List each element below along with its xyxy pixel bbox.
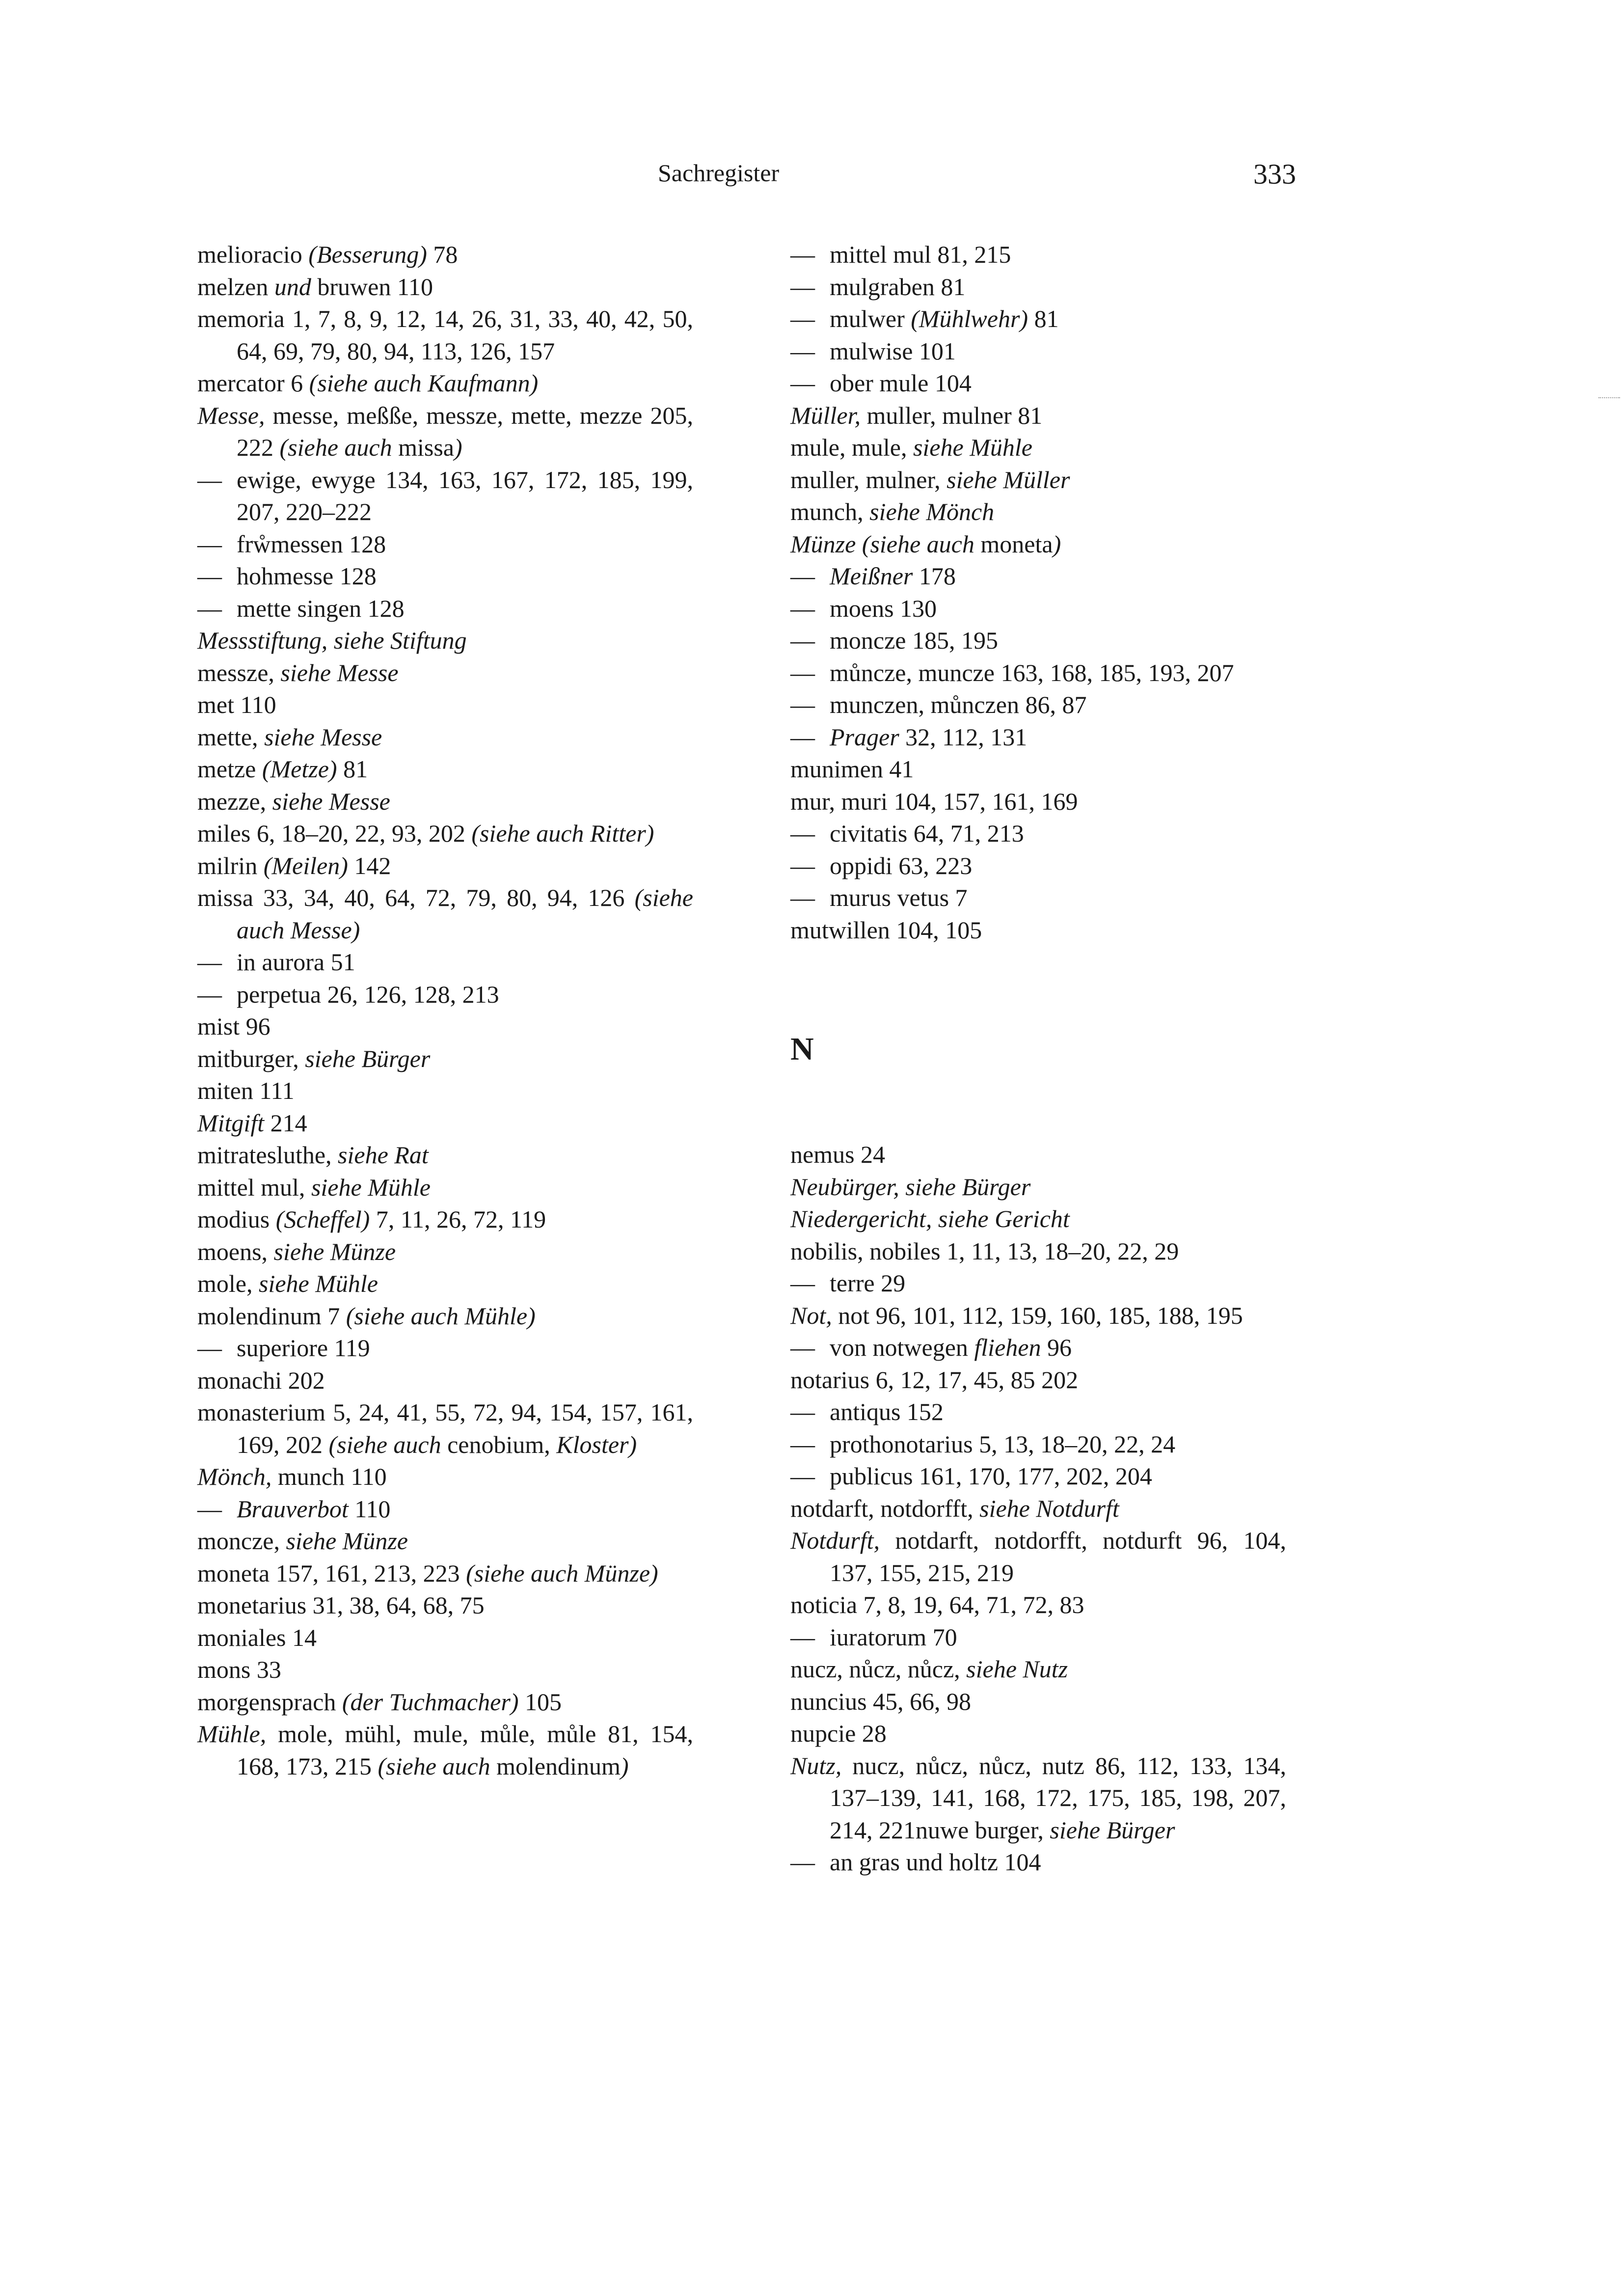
entry-text: mule, mule, — [790, 434, 913, 461]
index-subentry — [197, 528, 693, 561]
index-subentry — [790, 593, 1286, 625]
entry-text-italic: siehe Notdurft — [979, 1494, 1119, 1522]
subentry-dash: — — [197, 465, 222, 493]
entry-text-italic: siehe Nutz — [966, 1655, 1068, 1683]
entry-text-italic: (siehe auch Ritter) — [471, 820, 654, 847]
entry-text-italic: siehe Messe — [272, 787, 390, 815]
entry-text: cenobium, — [441, 1430, 557, 1458]
index-entry — [197, 1011, 693, 1043]
entry-text: messze, — [197, 658, 281, 686]
index-entry — [197, 657, 693, 689]
index-entry — [197, 689, 693, 721]
subentry-dash: — — [790, 691, 815, 718]
entry-text: 105 — [518, 1688, 562, 1716]
index-subentry — [790, 1428, 1286, 1461]
entry-text: 110 — [348, 1495, 391, 1523]
subentry-dash: — — [790, 851, 815, 879]
entry-text-italic: Mitgift — [197, 1109, 265, 1137]
index-entry — [197, 1396, 693, 1461]
index-entry — [790, 1139, 1286, 1171]
entry-text: mercator 6 — [197, 369, 309, 397]
entry-text-italic: Niedergericht, siehe Gericht — [790, 1205, 1070, 1232]
subentry-dash: — — [790, 627, 815, 654]
index-subentry — [197, 979, 693, 1011]
entry-text: civitatis 64, 71, 213 — [830, 820, 1024, 847]
index-entry — [197, 1622, 693, 1654]
index-entry — [197, 1203, 693, 1236]
entry-text: missa — [392, 434, 454, 461]
index-entry — [790, 1589, 1286, 1621]
entry-text-italic: siehe Bürger — [1050, 1816, 1175, 1844]
running-title: Sachregister — [658, 159, 780, 187]
index-subentry — [790, 335, 1286, 368]
entry-text: von notwegen — [830, 1334, 974, 1361]
entry-text: 178 — [913, 562, 956, 590]
entry-text-italic: (Metze) — [262, 755, 337, 783]
entry-text-italic: Münze (siehe auch — [790, 530, 974, 558]
entry-text-italic: siehe Münze — [273, 1237, 396, 1265]
entry-text-italic: Prager — [830, 723, 899, 751]
index-subentry — [790, 1621, 1286, 1654]
entry-text: mons 33 — [197, 1656, 281, 1683]
index-entry — [790, 1525, 1286, 1589]
entry-text: morgensprach — [197, 1688, 342, 1716]
index-entry — [790, 914, 1286, 947]
entry-text: noticia 7, 8, 19, 64, 71, 72, 83 — [790, 1591, 1084, 1618]
subentry-dash: — — [790, 820, 815, 847]
entry-text: mittel mul 81, 215 — [830, 241, 1011, 268]
subentry-dash: — — [790, 1269, 815, 1297]
entry-text-italic: Müller, — [790, 401, 861, 429]
entry-text: munimen 41 — [790, 755, 914, 783]
entry-text: nupcie 28 — [790, 1720, 887, 1747]
entry-text-italic: Mühle, — [197, 1720, 267, 1748]
index-subentry — [790, 303, 1286, 335]
entry-text-italic: (siehe auch — [279, 434, 392, 461]
index-subentry — [790, 882, 1286, 914]
entry-text: metze — [197, 755, 262, 783]
entry-text: muller, mulner 81 — [861, 401, 1043, 429]
entry-text-italic: siehe Mühle — [311, 1173, 431, 1201]
entry-text: moneta — [974, 530, 1053, 558]
entry-text: mitratesluthe, — [197, 1141, 338, 1169]
entry-text: hohmesse 128 — [237, 562, 377, 590]
subentry-dash: — — [197, 1334, 222, 1362]
entry-text: molendinum — [490, 1752, 621, 1780]
subentry-dash: — — [790, 369, 815, 397]
entry-text: mole, — [197, 1270, 259, 1297]
index-entry — [790, 400, 1286, 432]
entry-text: in aurora 51 — [237, 948, 355, 976]
entry-text: mulwer — [830, 305, 911, 332]
index-subentry — [790, 657, 1286, 689]
entry-text-italic: Notdurft, — [790, 1527, 880, 1554]
index-entry — [197, 753, 693, 786]
entry-text: messe, meßße, messze, mette, mezze 205, 222 — [237, 401, 693, 461]
index-subentry — [790, 625, 1286, 657]
entry-text-italic: Messe, — [197, 401, 265, 429]
entry-text: moens, — [197, 1237, 274, 1265]
subentry-dash: — — [790, 305, 815, 332]
index-column-right — [790, 239, 1286, 1879]
entry-text-italic: Mönch, — [197, 1463, 272, 1490]
index-subentry — [197, 560, 693, 593]
entry-text: moncze, — [197, 1527, 286, 1555]
index-entry — [197, 1075, 693, 1107]
entry-text: melzen — [197, 273, 274, 301]
index-subentry — [197, 946, 693, 979]
subentry-dash: — — [790, 884, 815, 911]
entry-text-italic: (Scheffel) — [275, 1205, 370, 1233]
entry-text: an gras und holtz 104 — [830, 1848, 1041, 1876]
entry-text: antiqus 152 — [830, 1398, 944, 1425]
subentry-dash: — — [790, 594, 815, 622]
index-entry — [197, 1589, 693, 1622]
index-entry — [197, 1525, 693, 1558]
entry-text: prothonotarius 5, 13, 18–20, 22, 24 — [830, 1430, 1176, 1458]
entry-text-italic: siehe Müller — [947, 465, 1070, 493]
entry-text: 7, 11, 26, 72, 119 — [370, 1205, 546, 1233]
index-entry — [790, 528, 1286, 561]
index-entry — [197, 1300, 693, 1333]
entry-text-italic: Brauverbot — [237, 1495, 349, 1523]
index-subentry — [790, 239, 1286, 271]
entry-text-italic: siehe Mühle — [913, 434, 1032, 461]
subentry-dash: — — [790, 1462, 815, 1490]
entry-text: moens 130 — [830, 594, 937, 622]
entry-text: oppidi 63, 223 — [830, 851, 973, 879]
index-entry — [197, 1558, 693, 1590]
entry-text: munch, — [790, 498, 870, 525]
entry-text: miles 6, 18–20, 22, 93, 202 — [197, 820, 472, 847]
entry-text-italic: Kloster) — [556, 1430, 637, 1458]
index-subentry — [197, 464, 693, 528]
entry-text-italic: (siehe auch Münze) — [466, 1559, 658, 1587]
subentry-dash: — — [790, 658, 815, 686]
entry-text: nuncius 45, 66, 98 — [790, 1687, 972, 1715]
entry-text: 78 — [427, 241, 458, 268]
index-entry — [197, 1268, 693, 1300]
entry-text-italic: Messstiftung, siehe Stiftung — [197, 627, 467, 654]
index-entry — [197, 721, 693, 754]
section-letter: N — [790, 1031, 814, 1067]
index-entry — [197, 1365, 693, 1397]
index-subentry — [790, 689, 1286, 721]
subentry-dash: — — [790, 562, 815, 590]
entry-text: murus vetus 7 — [830, 884, 968, 911]
index-entry — [790, 1718, 1286, 1750]
index-entry — [197, 1172, 693, 1204]
entry-text: missa 33, 34, 40, 64, 72, 79, 80, 94, 126 — [197, 884, 635, 911]
entry-text-italic: Neubürger, siehe Bürger — [790, 1173, 1031, 1201]
index-entry — [197, 1043, 693, 1075]
entry-text: miten 111 — [197, 1077, 295, 1104]
entry-text-italic: ) — [620, 1752, 629, 1780]
entry-text: iuratorum 70 — [830, 1623, 957, 1651]
entry-text: 81 — [1028, 305, 1059, 332]
entry-text: terre 29 — [830, 1269, 906, 1297]
entry-text: mutwillen 104, 105 — [790, 916, 982, 944]
entry-text: 96 — [1041, 1334, 1072, 1361]
index-subentry — [197, 1332, 693, 1365]
index-entry — [197, 367, 693, 400]
index-entry — [790, 464, 1286, 496]
index-subentry — [197, 593, 693, 625]
entry-text: not 96, 101, 112, 159, 160, 185, 188, 195 — [832, 1301, 1243, 1329]
index-entry — [790, 1300, 1286, 1332]
index-entry — [197, 818, 693, 850]
entry-text: monachi 202 — [197, 1366, 325, 1394]
index-entry — [197, 303, 693, 367]
entry-text-italic: siehe Mühle — [258, 1270, 378, 1297]
entry-text: nucz, nůcz, nůcz, nutz 86, 112, 133, 134, 137–139, 141, 168, 172, 175, 185, 198, 207, 214, 221nuwe burger, — [830, 1751, 1286, 1844]
entry-text: nobilis, nobiles 1, 11, 13, 18–20, 22, 29 — [790, 1237, 1179, 1265]
index-entry — [197, 239, 693, 271]
index-subentry — [790, 1460, 1286, 1493]
index-entry — [790, 1235, 1286, 1268]
entry-text-italic: (siehe auch Messe) — [237, 884, 693, 944]
subentry-dash: — — [197, 594, 222, 622]
entry-text: nemus 24 — [790, 1141, 886, 1168]
entry-text: mulwise 101 — [830, 337, 956, 365]
entry-text-italic: (siehe auch — [328, 1430, 441, 1458]
subentry-dash: — — [790, 723, 815, 751]
index-entry — [790, 1493, 1286, 1525]
index-entry — [790, 432, 1286, 464]
subentry-dash: — — [790, 337, 815, 365]
index-entry — [197, 1686, 693, 1719]
entry-text: moneta 157, 161, 213, 223 — [197, 1559, 466, 1587]
entry-text-italic: fliehen — [974, 1334, 1041, 1361]
subentry-dash: — — [790, 241, 815, 268]
entry-text: mulgraben 81 — [830, 273, 966, 301]
entry-text-italic: (siehe auch Mühle) — [346, 1302, 536, 1330]
entry-text: moniales 14 — [197, 1623, 317, 1651]
index-subentry — [790, 1396, 1286, 1428]
entry-text: ober mule 104 — [830, 369, 972, 397]
index-entry — [790, 786, 1286, 818]
index-subentry — [790, 721, 1286, 754]
index-entry — [197, 1654, 693, 1686]
subentry-dash: — — [197, 980, 222, 1008]
index-column-left — [197, 239, 693, 1782]
entry-text-italic: (siehe auch — [378, 1752, 490, 1780]
entry-text: mur, muri 104, 157, 161, 169 — [790, 787, 1078, 815]
entry-text: mette singen 128 — [237, 594, 405, 622]
index-entry — [790, 1653, 1286, 1686]
entry-text: 32, 112, 131 — [899, 723, 1028, 751]
subentry-dash: — — [197, 562, 222, 590]
index-entry — [790, 1171, 1286, 1203]
entry-text: mitburger, — [197, 1044, 305, 1072]
entry-text: 81 — [337, 755, 368, 783]
index-subentry — [790, 367, 1286, 400]
index-entry — [197, 625, 693, 657]
index-entry — [790, 1750, 1286, 1847]
entry-text: publicus 161, 170, 177, 202, 204 — [830, 1462, 1152, 1490]
subentry-dash: — — [790, 1430, 815, 1458]
subentry-dash: — — [790, 1398, 815, 1425]
entry-text-italic: (der Tuchmacher) — [342, 1688, 519, 1716]
entry-text: nucz, nůcz, nůcz, — [790, 1655, 967, 1683]
entry-text: melioracio — [197, 241, 309, 268]
index-subentry — [790, 818, 1286, 850]
entry-text: molendinum 7 — [197, 1302, 346, 1330]
index-subentry — [197, 1493, 693, 1526]
subentry-dash: — — [197, 948, 222, 976]
entry-text: milrin — [197, 851, 264, 879]
entry-text: moncze 185, 195 — [830, 627, 998, 654]
entry-text: mittel mul, — [197, 1173, 311, 1201]
subentry-dash: — — [197, 530, 222, 558]
index-subentry — [790, 1846, 1286, 1879]
subentry-dash: — — [197, 1495, 222, 1523]
index-entry — [197, 1718, 693, 1782]
entry-text-italic: (Mühlwehr) — [911, 305, 1028, 332]
index-subentry — [790, 560, 1286, 593]
entry-text: mist 96 — [197, 1012, 270, 1040]
index-entry — [790, 1364, 1286, 1396]
index-entry — [790, 753, 1286, 786]
entry-text: modius — [197, 1205, 276, 1233]
entry-text: monasterium 5, 24, 41, 55, 72, 94, 154, 157, 161, 169, 202 — [197, 1398, 693, 1458]
index-entry — [197, 1107, 693, 1140]
index-subentry — [790, 1332, 1286, 1364]
subentry-dash: — — [790, 1623, 815, 1651]
index-entry — [790, 496, 1286, 528]
entry-text: munch 110 — [271, 1463, 387, 1490]
index-subentry — [790, 271, 1286, 303]
entry-text-italic: (Besserung) — [308, 241, 427, 268]
entry-text-italic: (siehe auch Kaufmann) — [309, 369, 539, 397]
page-number: 333 — [1253, 158, 1296, 190]
entry-text: munczen, můnczen 86, 87 — [830, 691, 1087, 718]
index-entry — [197, 1461, 693, 1493]
entry-text-italic: Meißner — [830, 562, 913, 590]
entry-text: met 110 — [197, 691, 276, 718]
entry-text: mole, mühl, mule, můle, můle 81, 154, 168, 173, 215 — [237, 1720, 693, 1780]
entry-text: frẘmessen 128 — [237, 530, 386, 558]
entry-text: notdarft, notdorfft, — [790, 1494, 980, 1522]
entry-text-italic: Not, — [790, 1301, 832, 1329]
index-entry — [790, 1686, 1286, 1718]
entry-text: můncze, muncze 163, 168, 185, 193, 207 — [830, 658, 1234, 686]
entry-text: mezze, — [197, 787, 272, 815]
entry-text-italic: (Meilen) — [263, 851, 348, 879]
index-entry — [197, 271, 693, 303]
entry-text: muller, mulner, — [790, 465, 947, 493]
margin-mark — [1598, 397, 1620, 398]
index-entry — [197, 786, 693, 818]
entry-text-italic: siehe Bürger — [305, 1044, 431, 1072]
entry-text-italic: ) — [454, 434, 462, 461]
entry-text: mette, — [197, 723, 265, 751]
entry-text: bruwen 110 — [311, 273, 433, 301]
entry-text-italic: siehe Messe — [264, 723, 382, 751]
entry-text-italic: siehe Messe — [280, 658, 399, 686]
index-entry — [197, 1139, 693, 1172]
entry-text: notdarft, notdorfft, notdurft 96, 104, 137, 155, 215, 219 — [830, 1527, 1286, 1586]
index-entry — [197, 400, 693, 464]
entry-text: monetarius 31, 38, 64, 68, 75 — [197, 1591, 485, 1619]
entry-text-italic: und — [274, 273, 311, 301]
index-entry — [790, 1203, 1286, 1235]
index-entry — [197, 850, 693, 882]
entry-text-italic: Nutz, — [790, 1751, 842, 1779]
entry-text: 214 — [264, 1109, 307, 1137]
entry-text: notarius 6, 12, 17, 45, 85 202 — [790, 1366, 1079, 1394]
index-entry — [197, 1236, 693, 1268]
entry-text-italic: siehe Mönch — [869, 498, 995, 525]
entry-text: memoria 1, 7, 8, 9, 12, 14, 26, 31, 33, 40, 42, 50, 64, 69, 79, 80, 94, 113, 126, 157 — [197, 305, 693, 365]
entry-text: superiore 119 — [237, 1334, 370, 1362]
entry-text-italic: ) — [1053, 530, 1061, 558]
entry-text: perpetua 26, 126, 128, 213 — [237, 980, 499, 1008]
subentry-dash: — — [790, 273, 815, 301]
index-subentry — [790, 850, 1286, 882]
entry-text: ewige, ewyge 134, 163, 167, 172, 185, 199, 207, 220–222 — [237, 465, 693, 525]
subentry-dash: — — [790, 1848, 815, 1876]
entry-text-italic: siehe Münze — [286, 1527, 408, 1555]
entry-text-italic: siehe Rat — [338, 1141, 429, 1169]
subentry-dash: — — [790, 1334, 815, 1361]
index-subentry — [790, 1267, 1286, 1300]
entry-text: 142 — [348, 851, 391, 879]
index-entry — [197, 882, 693, 946]
